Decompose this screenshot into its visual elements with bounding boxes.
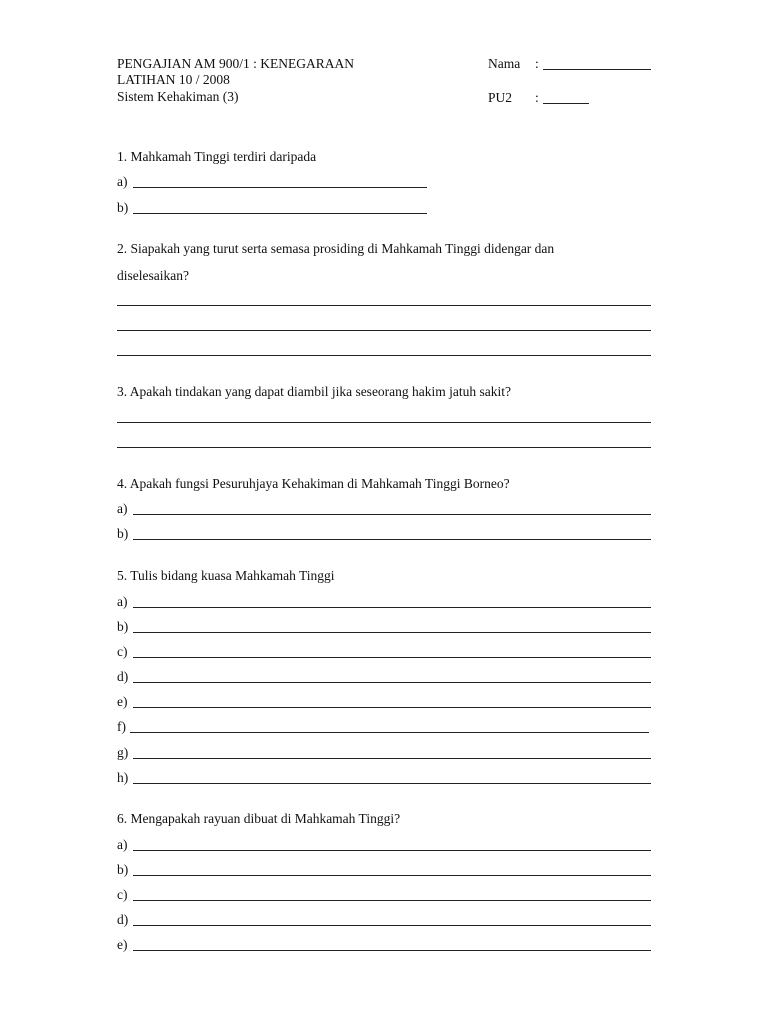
- name-colon: :: [535, 56, 539, 71]
- answer-label: f): [117, 719, 126, 734]
- answer-line-4a[interactable]: [133, 514, 651, 515]
- answer-label: c): [117, 887, 128, 902]
- question-2-text-line1: 2. Siapakah yang turut serta semasa prosiding di Mahkamah Tinggi didengar dan: [117, 241, 555, 256]
- answer-line-6d[interactable]: [133, 925, 651, 926]
- answer-label: a): [117, 174, 128, 189]
- class-colon: :: [535, 90, 539, 105]
- answer-line-5e[interactable]: [133, 707, 651, 708]
- question-6-text: 6. Mengapakah rayuan dibuat di Mahkamah Tinggi?: [117, 811, 401, 826]
- answer-line-5h[interactable]: [133, 783, 651, 784]
- answer-line-5c[interactable]: [133, 657, 651, 658]
- subject-title: PENGAJIAN AM 900/1 : KENEGARAAN: [117, 56, 355, 71]
- answer-label: b): [117, 862, 129, 877]
- answer-line-6e[interactable]: [133, 950, 651, 951]
- answer-label: a): [117, 501, 128, 516]
- answer-label: b): [117, 200, 129, 215]
- answer-line-4b[interactable]: [133, 539, 651, 540]
- answer-line-5a[interactable]: [133, 607, 651, 608]
- class-blank[interactable]: [543, 103, 589, 104]
- name-blank[interactable]: [543, 69, 651, 70]
- answer-line-5g[interactable]: [133, 758, 651, 759]
- answer-label: b): [117, 619, 129, 634]
- answer-line-1b[interactable]: [133, 213, 427, 214]
- question-4-text: 4. Apakah fungsi Pesuruhjaya Kehakiman di Mahkamah Tinggi Borneo?: [117, 476, 510, 491]
- question-1-text: 1. Mahkamah Tinggi terdiri daripada: [117, 149, 317, 164]
- answer-line-6b[interactable]: [133, 875, 651, 876]
- question-5-text: 5. Tulis bidang kuasa Mahkamah Tinggi: [117, 568, 335, 583]
- answer-line-5f[interactable]: [130, 732, 649, 733]
- topic-title: Sistem Kehakiman (3): [117, 89, 239, 104]
- answer-label: b): [117, 526, 129, 541]
- answer-label: h): [117, 770, 129, 785]
- question-3-text: 3. Apakah tindakan yang dapat diambil jika seseorang hakim jatuh sakit?: [117, 384, 512, 399]
- question-2-text-line2: diselesaikan?: [117, 268, 189, 283]
- answer-label: g): [117, 745, 129, 760]
- answer-line-5b[interactable]: [133, 632, 651, 633]
- answer-line-3-2[interactable]: [117, 447, 651, 448]
- answer-label: d): [117, 669, 129, 684]
- answer-line-1a[interactable]: [133, 187, 427, 188]
- class-label: PU2: [488, 90, 513, 105]
- answer-label: c): [117, 644, 128, 659]
- answer-line-2-2[interactable]: [117, 330, 651, 331]
- answer-label: d): [117, 912, 129, 927]
- answer-line-2-3[interactable]: [117, 355, 651, 356]
- answer-line-2-1[interactable]: [117, 305, 651, 306]
- answer-line-6c[interactable]: [133, 900, 651, 901]
- answer-label: a): [117, 594, 128, 609]
- answer-label: e): [117, 694, 128, 709]
- answer-line-3-1[interactable]: [117, 422, 651, 423]
- answer-label: e): [117, 937, 128, 952]
- answer-line-5d[interactable]: [133, 682, 651, 683]
- answer-line-6a[interactable]: [133, 850, 651, 851]
- answer-label: a): [117, 837, 128, 852]
- name-label: Nama: [488, 56, 521, 71]
- exercise-title: LATIHAN 10 / 2008: [117, 72, 230, 87]
